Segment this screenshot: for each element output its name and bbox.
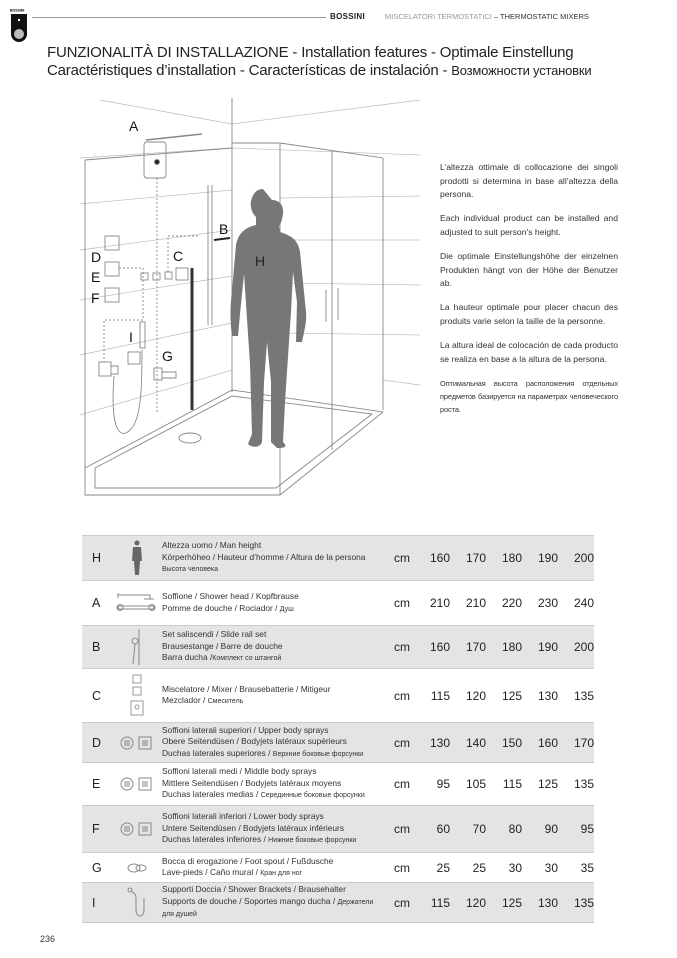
height-value: 135 <box>573 895 594 910</box>
height-value: 115 <box>502 777 522 791</box>
height-value: 35 <box>580 860 594 875</box>
height-value: 135 <box>573 777 594 791</box>
height-value: 105 <box>465 777 486 791</box>
height-value: 130 <box>429 735 450 750</box>
row-letter: F <box>92 822 100 836</box>
desc-line: Soffioni laterali medi / Middle body sprays <box>162 766 317 777</box>
height-value: 30 <box>544 860 558 875</box>
desc-line: Altezza uomo / Man height <box>162 540 262 551</box>
height-value: 120 <box>465 688 486 703</box>
label-A: A <box>129 118 139 134</box>
unit-label: cm <box>394 735 410 750</box>
height-value: 80 <box>508 822 522 836</box>
table-row-h <box>82 536 594 581</box>
description-it: L’altezza ottimale di collocazione dei singoli prodotti si determina in base all’altezza della persona. <box>440 162 618 200</box>
desc-line: Supports de douche / Soportes mango ducha / <box>162 895 338 906</box>
height-value: 135 <box>573 688 594 703</box>
svg-text:BOSSINI: BOSSINI <box>10 8 25 13</box>
shower-installation-illustration <box>0 90 430 500</box>
height-value: 130 <box>537 895 558 910</box>
desc-ru: Высота человека <box>162 566 218 574</box>
table-row-d <box>82 723 594 763</box>
height-value: 160 <box>429 640 450 654</box>
brand-name: BOSSINI <box>330 12 365 21</box>
height-value: 160 <box>537 735 558 750</box>
row-description <box>162 540 378 576</box>
height-value: 25 <box>436 860 450 875</box>
row-letter: I <box>92 895 96 910</box>
unit-label: cm <box>394 895 410 910</box>
desc-line: Supporti Doccia / Shower Brackets / Brausehalter <box>162 884 346 895</box>
desc-ru: Верхние боковые форсунки <box>272 750 364 758</box>
row-letter: H <box>92 551 102 565</box>
slide-rail-icon <box>112 627 162 667</box>
desc-line: Bocca di erogazione / Foot spout / Fußdusche <box>162 855 334 866</box>
table-row-f <box>82 806 594 853</box>
desc-line: Duchas laterales inferiores / <box>162 834 269 845</box>
description-fr: La hauteur optimale pour placer chacun des produits varie selon la taille de la personne. <box>440 302 618 326</box>
height-value: 190 <box>537 551 558 565</box>
height-value: 125 <box>537 777 558 791</box>
table-row-c <box>82 669 594 723</box>
desc-line: Soffioni laterali inferiori / Lower body sprays <box>162 811 324 822</box>
row-description <box>162 684 378 708</box>
height-value: 160 <box>429 551 450 565</box>
description-es: La altura ideal de colocación de cada producto se realiza en base a la altura de la persona. <box>440 339 618 364</box>
height-value: 170 <box>465 551 486 565</box>
table-row-g <box>82 853 594 883</box>
bossini-logo <box>9 8 29 44</box>
row-letter: G <box>92 860 102 875</box>
height-value: 115 <box>430 895 450 910</box>
desc-ru: Смеситель <box>207 698 244 705</box>
mixer-icon <box>112 673 162 719</box>
height-value: 60 <box>436 822 450 836</box>
desc-line: Pomme de douche / Rociador / <box>162 602 280 613</box>
page-number: 236 <box>40 934 56 944</box>
shower-bracket-icon <box>112 886 162 920</box>
label-B: B <box>219 221 229 237</box>
desc-line: Soffioni laterali superiori / Upper body sprays <box>162 724 329 735</box>
unit-label: cm <box>394 860 410 875</box>
height-value: 200 <box>573 640 594 654</box>
label-I: I <box>129 329 133 345</box>
height-value: 240 <box>573 596 594 610</box>
desc-line: Obere Seitendüsen / Bodyjets latéraux supérieurs <box>162 736 347 747</box>
desc-line: Mittlere Seitendüsen / Bodyjets latéraux moyens <box>162 777 342 788</box>
row-letter: A <box>92 596 101 610</box>
height-value: 180 <box>501 640 522 654</box>
label-H: H <box>255 253 266 269</box>
description-en: Each individual product can be installed and adjusted to suit person’s height. <box>440 213 618 237</box>
man-silhouette-icon <box>112 540 162 576</box>
desc-line: Lave-pieds / Caño mural / <box>162 867 261 877</box>
height-value: 30 <box>508 860 522 875</box>
description-de: Die optimale Einstellungshöhe der einzelnen Produkten hängt von der Höhe der Benutzer ab. <box>440 250 618 289</box>
height-value: 210 <box>429 596 450 610</box>
category-label: MISCELATORI TERMOSTATICI – THERMOSTATIC MIXERS <box>385 12 589 21</box>
man-silhouette <box>231 189 307 448</box>
description-ru: Оптимальная высота расположения отдельных предметов базируется на параметрах человеческого роста. <box>440 378 618 415</box>
height-value: 120 <box>465 895 486 910</box>
label-F: F <box>91 290 100 306</box>
label-G: G <box>162 348 173 364</box>
row-letter: B <box>92 640 101 654</box>
height-value: 210 <box>465 596 486 610</box>
height-value: 200 <box>573 551 594 565</box>
row-description <box>162 766 378 802</box>
height-value: 180 <box>501 551 522 565</box>
unit-label: cm <box>394 596 410 610</box>
label-E: E <box>91 269 101 285</box>
installation-heights-table <box>82 535 594 923</box>
desc-ru: Нижние боковые форсунки <box>268 837 357 845</box>
height-value: 140 <box>465 735 486 750</box>
desc-line: Brausestange / Barre de douche <box>162 640 283 651</box>
row-description <box>162 629 378 665</box>
desc-line: Miscelatore / Mixer / Brausebatterie / Mitigeur <box>162 683 331 694</box>
height-value: 95 <box>436 777 450 791</box>
row-description <box>162 884 378 921</box>
desc-line: Barra ducha / <box>162 652 213 663</box>
unit-label: cm <box>394 688 410 703</box>
unit-label: cm <box>394 551 410 565</box>
desc-line: Set saliscendi / Slide rail set <box>162 629 267 640</box>
row-letter: C <box>92 688 102 703</box>
height-value: 190 <box>537 640 558 654</box>
foot-spout-icon <box>112 862 162 874</box>
height-value: 115 <box>430 688 450 703</box>
body-spray-icon <box>112 777 162 791</box>
desc-ru: Комплект со штангой <box>212 655 282 663</box>
height-value: 150 <box>501 735 522 750</box>
row-description <box>162 591 378 615</box>
desc-ru: Кран для ног <box>260 870 303 877</box>
table-row-e <box>82 763 594 806</box>
body-spray-icon <box>112 736 162 750</box>
row-description <box>162 811 378 847</box>
label-D: D <box>91 249 102 265</box>
header-rule <box>32 17 326 18</box>
height-value: 125 <box>501 688 522 703</box>
desc-line: Mezclador / <box>162 695 208 705</box>
height-value: 125 <box>501 895 522 910</box>
desc-ru: Серединные боковые форсунки <box>260 792 365 800</box>
body-spray-icon <box>112 822 162 836</box>
desc-ru: Держатели для душей <box>162 898 374 919</box>
table-row-a <box>82 581 594 626</box>
label-C: C <box>173 248 184 264</box>
table-row-b <box>82 626 594 669</box>
height-value: 70 <box>472 822 486 836</box>
row-description <box>162 856 378 880</box>
desc-line: Soffione / Shower head / Kopfbrause <box>162 591 299 601</box>
height-value: 170 <box>573 735 594 750</box>
desc-line: Körperhöheo / Hauteur d’homme / Altura de la persona <box>162 551 366 562</box>
height-value: 220 <box>501 596 522 610</box>
page-title-line2: Caractéristiques d’installation - Características de instalación - Возможности установки <box>47 62 592 79</box>
description-text <box>440 161 618 427</box>
row-letter: E <box>92 777 101 791</box>
desc-ru: Душ <box>279 605 294 613</box>
height-value: 90 <box>544 822 558 836</box>
row-letter: D <box>92 735 102 750</box>
height-value: 95 <box>580 822 594 836</box>
height-value: 25 <box>472 860 486 875</box>
desc-line: Untere Seitendüsen / Bodyjets latéraux inférieurs <box>162 822 345 833</box>
page-title-line1: FUNZIONALITÀ DI INSTALLAZIONE - Installation features - Optimale Einstellung <box>47 44 574 61</box>
table-row-i <box>82 883 594 923</box>
unit-label: cm <box>394 640 410 654</box>
desc-line: Duchas laterales medias / <box>162 789 261 800</box>
desc-line: Duchas laterales superiores / <box>162 747 273 758</box>
unit-label: cm <box>394 822 410 836</box>
height-value: 170 <box>465 640 486 654</box>
shower-head-icon <box>112 591 162 615</box>
height-value: 230 <box>537 596 558 610</box>
row-description <box>162 725 378 761</box>
unit-label: cm <box>394 777 410 791</box>
height-value: 130 <box>537 688 558 703</box>
